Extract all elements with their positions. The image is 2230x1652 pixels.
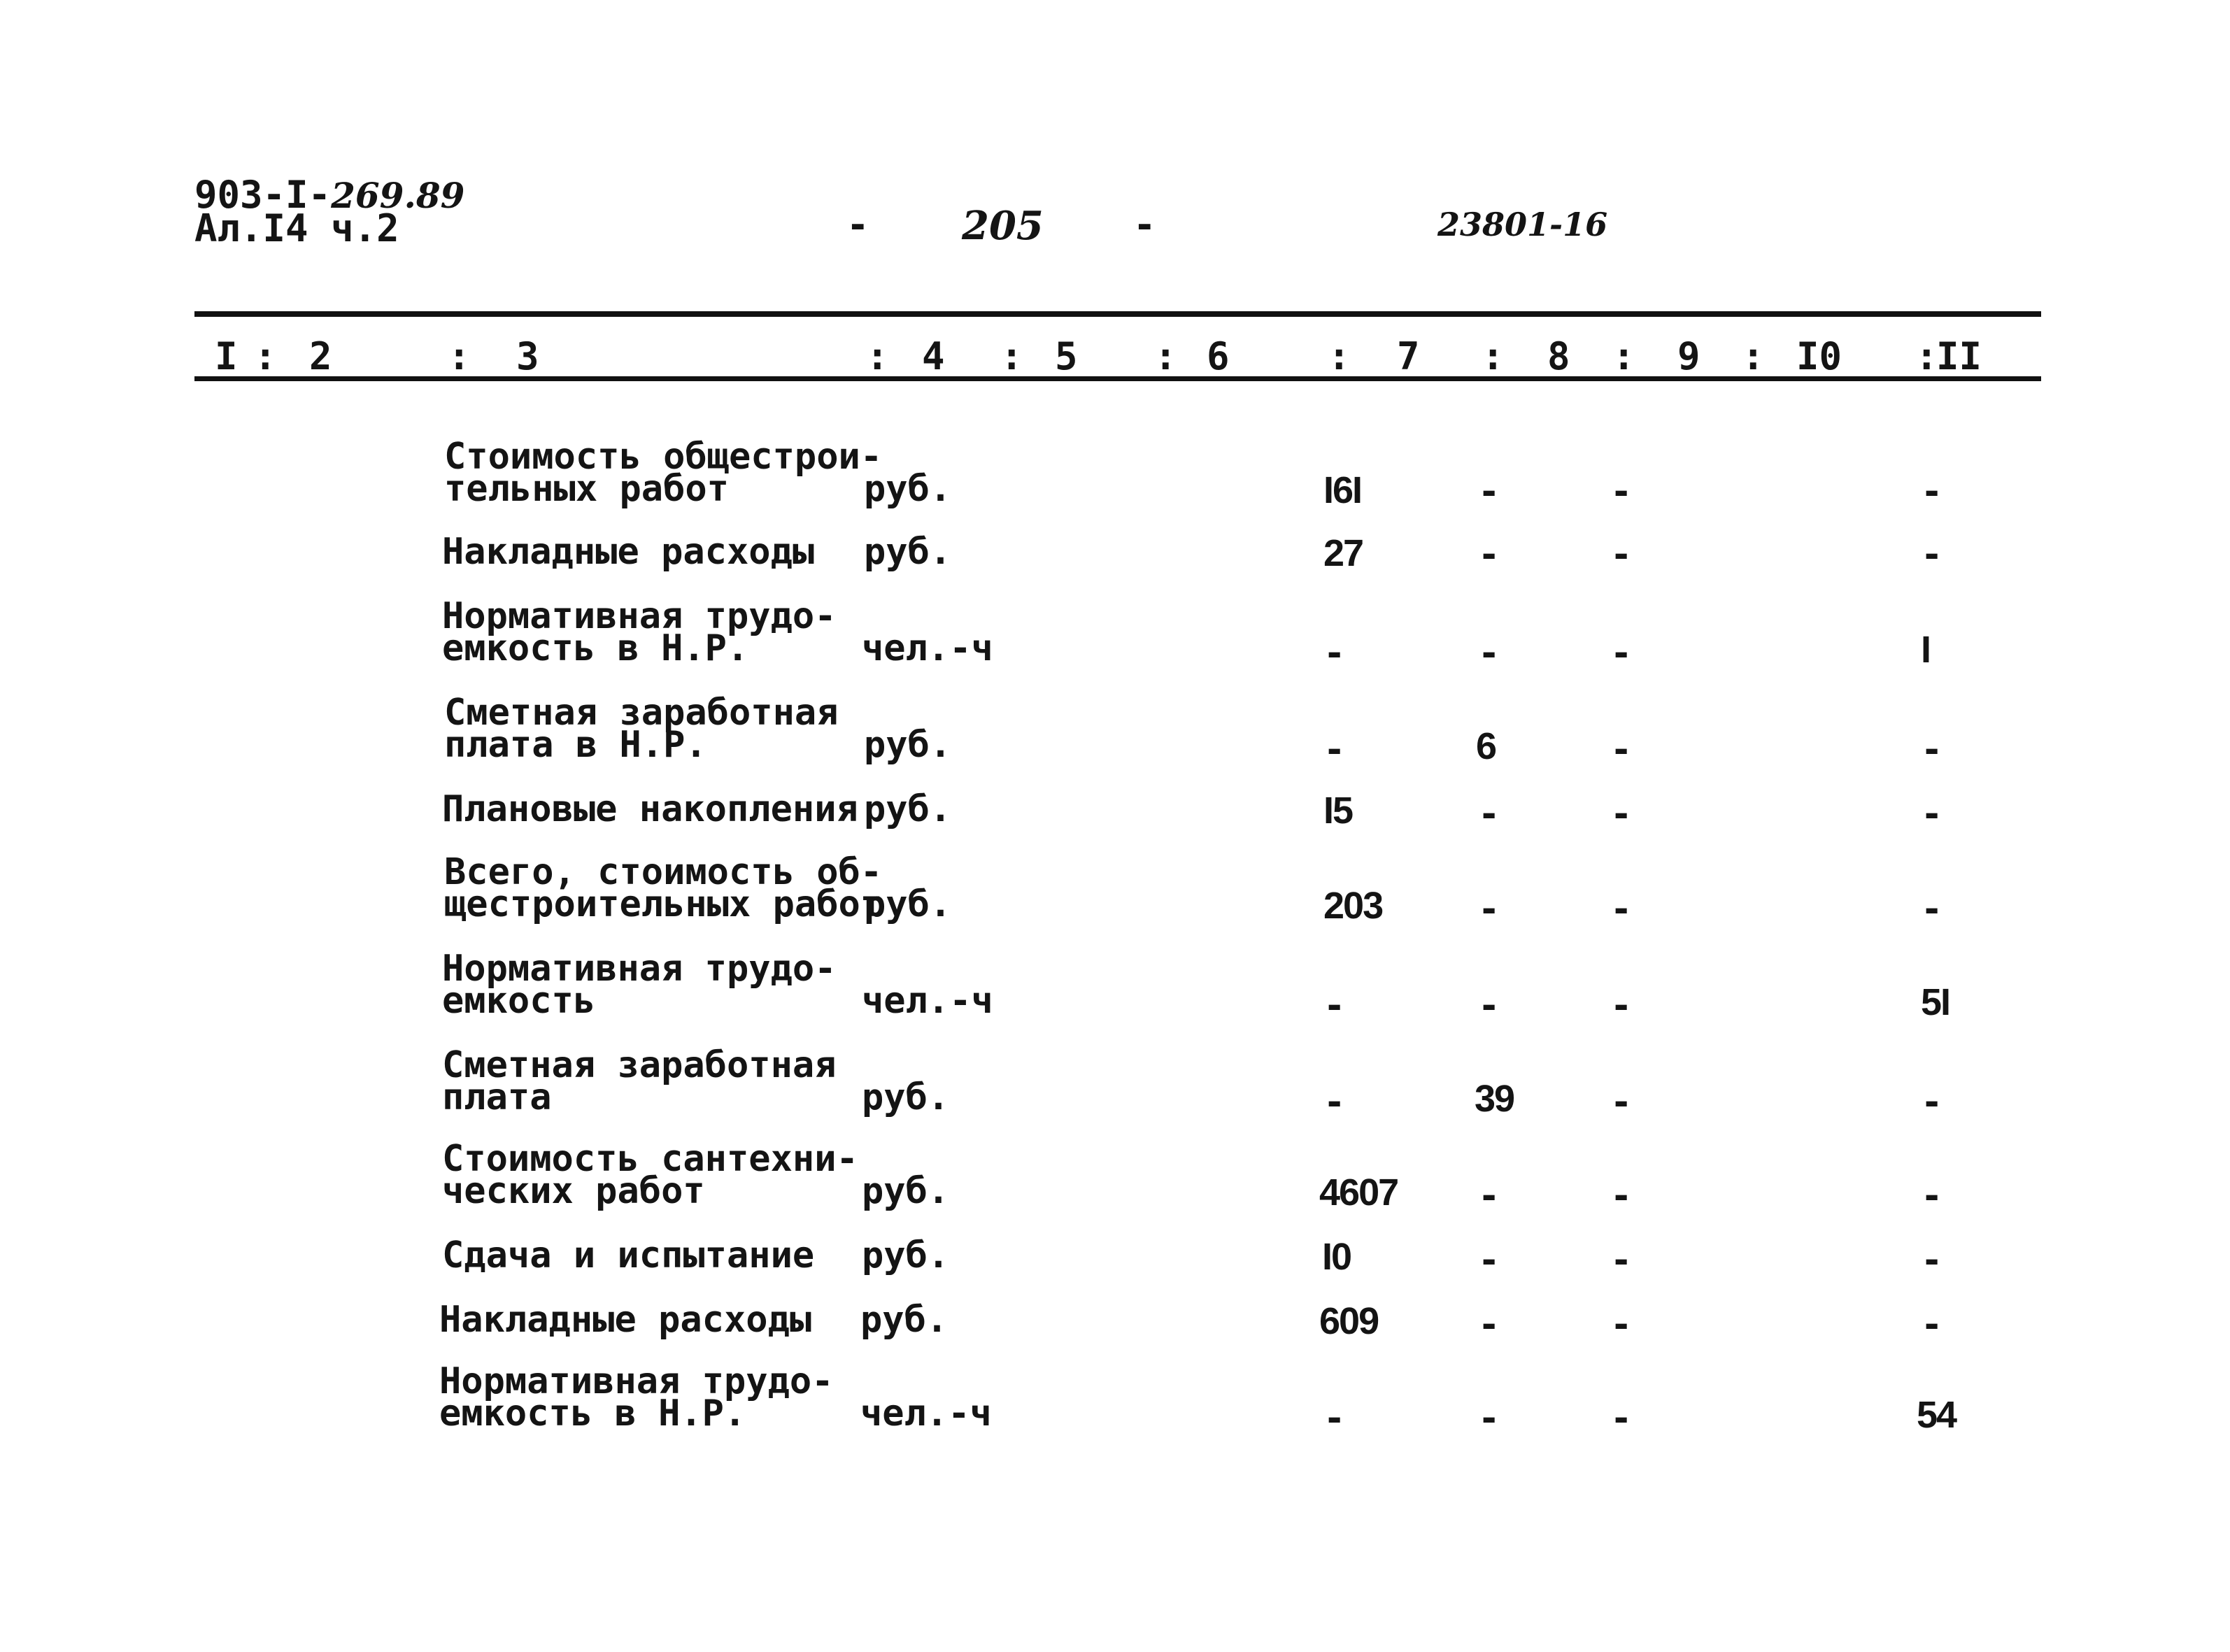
page-number: 205	[962, 203, 1044, 249]
cell-col11: -	[1921, 888, 1943, 930]
cell-col9: -	[1610, 888, 1633, 930]
cell-col11: 54	[1917, 1394, 1956, 1436]
cell-col9: -	[1610, 1175, 1633, 1217]
row-description: Всего, стоимость об- щестроительных работ	[444, 851, 883, 925]
cell-col7: -	[1323, 632, 1346, 674]
column-separator: :	[1328, 334, 1351, 378]
cell-col11: -	[1921, 471, 1943, 513]
row-unit: руб.	[864, 724, 952, 766]
cell-col8: -	[1478, 632, 1500, 674]
row-unit: руб.	[864, 531, 952, 573]
cell-col8: -	[1478, 793, 1500, 835]
column-separator: :	[1915, 334, 1938, 378]
cell-col9: -	[1610, 1081, 1633, 1123]
document-code-prefix: 903-I-	[194, 173, 332, 217]
cell-col8: -	[1478, 888, 1500, 930]
row-unit: руб.	[860, 1299, 949, 1341]
column-separator: :	[1612, 334, 1635, 378]
column-separator: :	[1154, 334, 1177, 378]
row-unit: руб.	[864, 468, 952, 510]
row-description: Накладные расходы	[442, 531, 815, 573]
column-separator: :	[448, 334, 471, 378]
cell-col11: -	[1921, 1239, 1943, 1281]
column-separator: :	[866, 334, 889, 378]
column-header: 6	[1207, 334, 1230, 378]
cell-col7: 203	[1323, 885, 1383, 927]
cell-col8: -	[1478, 471, 1500, 513]
row-description: Накладные расходы	[439, 1299, 812, 1341]
column-separator: :	[1482, 334, 1505, 378]
cell-col7: 609	[1319, 1300, 1379, 1342]
cell-col9: -	[1610, 985, 1633, 1027]
column-separator: :	[254, 334, 277, 378]
cell-col8: 39	[1475, 1078, 1514, 1120]
cell-col9: -	[1610, 632, 1633, 674]
row-unit: чел.-ч	[862, 627, 993, 669]
cell-col9: -	[1610, 471, 1633, 513]
album-part: Ал.I4 ч.2	[194, 206, 399, 250]
column-header: II	[1936, 334, 1982, 378]
cell-col7: -	[1323, 729, 1346, 771]
row-description: Нормативная трудо- емкость	[442, 948, 837, 1022]
column-separator: :	[1742, 334, 1765, 378]
row-description: Стоимость общестрои- тельных работ	[444, 436, 883, 510]
row-unit: чел.-ч	[860, 1393, 992, 1434]
page-dash-right: -	[1133, 203, 1156, 247]
cell-col11: I	[1921, 629, 1931, 671]
row-description: Плановые накопления	[442, 788, 858, 830]
cell-col9: -	[1610, 1397, 1633, 1439]
column-header: 4	[922, 334, 945, 378]
cell-col8: -	[1478, 985, 1500, 1027]
cell-col7: -	[1323, 985, 1346, 1027]
row-unit: руб.	[862, 1234, 950, 1276]
table-top-rule	[194, 311, 2041, 317]
cell-col7: I5	[1323, 790, 1353, 832]
cell-col11: 5I	[1921, 981, 1950, 1023]
row-description: Стоимость сантехни- ческих работ	[442, 1138, 858, 1212]
cell-col11: -	[1921, 1081, 1943, 1123]
row-description: Сметная заработная плата в Н.Р.	[444, 692, 839, 766]
cell-col7: -	[1323, 1397, 1346, 1439]
cell-col7: -	[1323, 1081, 1346, 1123]
row-unit: руб.	[864, 788, 952, 830]
column-header: 8	[1547, 334, 1570, 378]
cell-col7: I6I	[1323, 469, 1362, 511]
column-header: 3	[516, 334, 539, 378]
cell-col8: -	[1478, 1397, 1500, 1439]
cell-col9: -	[1610, 1304, 1633, 1346]
cell-col9: -	[1610, 534, 1633, 576]
cell-col11: -	[1921, 1175, 1943, 1217]
cell-col9: -	[1610, 729, 1633, 771]
cell-col9: -	[1610, 793, 1633, 835]
cell-col11: -	[1921, 1304, 1943, 1346]
row-description: Нормативная трудо- емкость в Н.Р.	[439, 1360, 834, 1434]
column-header: 5	[1055, 334, 1078, 378]
cell-col8: -	[1478, 1304, 1500, 1346]
row-description: Сдача и испытание	[442, 1234, 815, 1276]
column-header: 7	[1397, 334, 1420, 378]
cell-col7: 4607	[1319, 1172, 1398, 1213]
row-unit: руб.	[862, 1170, 950, 1212]
row-unit: руб.	[864, 883, 952, 925]
cell-col9: -	[1610, 1239, 1633, 1281]
page-dash-left: -	[846, 203, 869, 247]
column-separator: :	[1000, 334, 1023, 378]
cell-col8: -	[1478, 534, 1500, 576]
cell-col8: -	[1478, 1239, 1500, 1281]
cell-col7: I0	[1322, 1236, 1351, 1278]
row-unit: руб.	[862, 1076, 950, 1118]
document-code-handwritten: 269.89	[331, 175, 465, 216]
row-unit: чел.-ч	[862, 980, 993, 1022]
cell-col11: -	[1921, 793, 1943, 835]
column-header: 2	[309, 334, 332, 378]
column-header: 9	[1677, 334, 1700, 378]
row-description: Сметная заработная плата	[442, 1044, 837, 1118]
row-description: Нормативная трудо- емкость в Н.Р.	[442, 595, 837, 669]
cell-col11: -	[1921, 534, 1943, 576]
cell-col8: -	[1478, 1175, 1500, 1217]
cell-col11: -	[1921, 729, 1943, 771]
cell-col7: 27	[1323, 532, 1363, 574]
column-header: I0	[1796, 334, 1842, 378]
column-header: I	[215, 334, 238, 378]
inventory-number: 23801-16	[1437, 206, 1608, 243]
cell-col8: 6	[1476, 725, 1496, 767]
